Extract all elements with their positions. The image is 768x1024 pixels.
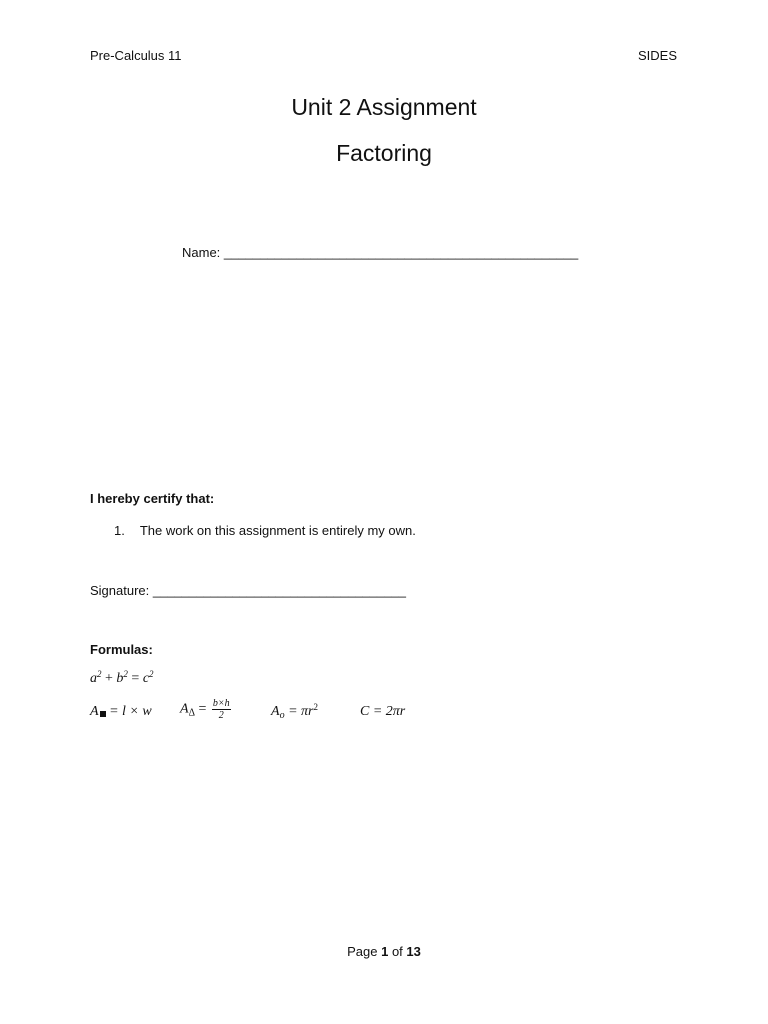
formulas-heading: Formulas: <box>90 642 153 657</box>
school-name: SIDES <box>637 48 677 63</box>
name-field <box>182 245 578 260</box>
page-number: Page 1 of 13 <box>347 944 421 959</box>
signature-field <box>90 583 406 598</box>
name-blank: _________________________________________________ <box>223 245 579 260</box>
triangle-area-fraction: $\frac{b\times h}{2}$ <box>212 698 230 721</box>
assignment-title: Unit 2 Assignment <box>291 94 477 120</box>
pythagorean-formula: $a^2 + b^2 = c^2$ <box>90 669 154 686</box>
rectangle-area-formula: A = l × w <box>90 704 152 719</box>
circumference-formula: C = 2πr <box>360 704 406 719</box>
triangle-area-formula: $A_\Delta$ = $\frac{b\times h}{2}$ <box>180 698 230 721</box>
circle-area-formula: $A_o = \pi r^2$ <box>271 702 318 721</box>
assignment-subtitle: Factoring <box>336 140 432 166</box>
signature-label: Signature: <box>90 583 150 598</box>
certify-item-text: The work on this assignment is entirely my own. <box>139 523 416 538</box>
certify-item <box>114 523 416 538</box>
certify-item-number: 1. <box>114 523 125 538</box>
name-label: Name: <box>182 245 221 260</box>
square-symbol-icon <box>100 711 106 717</box>
course-name: Pre-Calculus 11 <box>90 48 182 63</box>
certify-heading: I hereby certify that: <box>90 491 215 506</box>
signature-blank: ___________________________________ <box>152 583 406 598</box>
